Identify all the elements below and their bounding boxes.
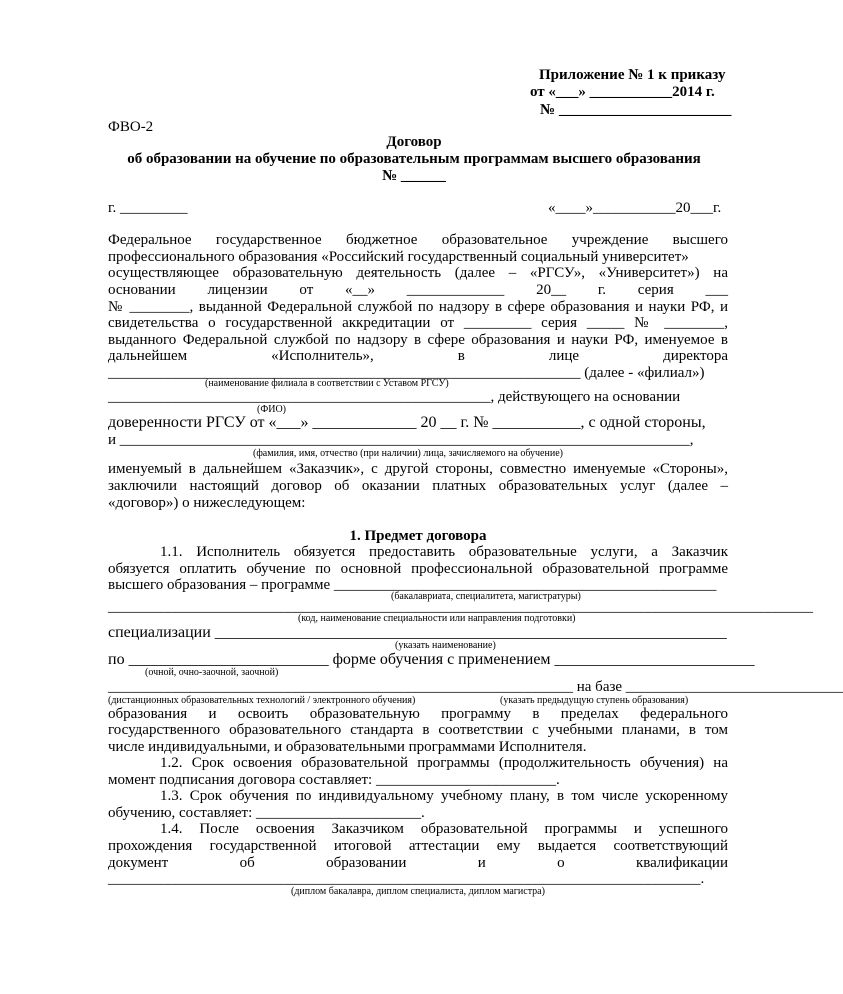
hint-branch: (наименование филиала в соответствии с Уставом РГСУ) (205, 378, 449, 389)
p11-end-line-2: государственного образовательного стандарта в соответствии с учебными планами, в том (108, 722, 728, 738)
p14-line-2: прохождения государственной итоговой аттестации ему выдается соответствующий (108, 838, 728, 854)
line-and: и ____________________________________________________________________________, (108, 432, 694, 448)
section-1-title: 1. Предмет договора (349, 528, 487, 544)
line-specialization: специализации ________________________________________________________________ (108, 624, 727, 641)
p12-line-1: 1.2. Срок освоения образовательной программы (продолжительность обучения) на (160, 755, 728, 771)
hint-tech: (дистанционных образовательных технологий / электронного обучения) (108, 695, 416, 706)
customer-line-1: именуемый в дальнейшем «Заказчик», с другой стороны, совместно именуемые «Стороны», (108, 461, 728, 477)
hint-level: (бакалавриата, специалитета, магистратуры) (391, 591, 581, 602)
customer-line-2: заключили настоящий договор об оказании платных образовательных услуг (далее – (108, 478, 728, 494)
line-proxy: доверенности РГСУ от «___» _____________ 20 __ г. № ___________, с одной стороны, (108, 414, 706, 431)
p13-line-2: обучению, составляет: ______________________. (108, 805, 425, 821)
p11-end-line-1: образования и освоить образовательную программу в пределах федерального (108, 706, 728, 722)
hint-form: (очной, очно-заочной, заочной) (145, 667, 279, 678)
intro-line-9: _______________________________________________________________ (далее - «филиал») (108, 365, 705, 381)
p13-line-1: 1.3. Срок обучения по индивидуальному учебному плану, в том числе ускоренному (160, 788, 728, 804)
hint-fio: (ФИО) (257, 404, 287, 415)
p11-line-3: высшего образования – программе ___________________________________________________ (108, 577, 717, 593)
customer-line-3: «договор») о нижеследующем: (108, 495, 306, 511)
p11-end-line-3: числе индивидуальными, и образовательными программами Исполнителя. (108, 739, 587, 755)
header-line-3: № _______________________ (540, 102, 732, 118)
intro-line-3: осуществляющее образовательную деятельность (далее – «РГСУ», «Университет») на (108, 265, 728, 281)
hint-diploma: (диплом бакалавра, диплом специалиста, диплом магистра) (291, 886, 545, 897)
line-acting: ___________________________________________________, действующего на основании (108, 389, 681, 405)
intro-line-7: выданного Федеральной службой по надзору в сфере образования и науки РФ, именуемое в (108, 332, 728, 348)
line-blank-code: ______________________________________________________________________________________________ (108, 599, 813, 615)
intro-line-5: № ________, выданной Федеральной службой по надзору в сфере образования и науки РФ, и (108, 299, 728, 315)
hint-spec: (указать наименование) (395, 640, 496, 651)
header-line-1: Приложение № 1 к приказу (539, 67, 726, 83)
hint-prev: (указать предыдущую ступень образования) (500, 695, 689, 706)
p14-line-1: 1.4. После освоения Заказчиком образовательной программы и успешного (160, 821, 728, 837)
form-code: ФВО-2 (108, 119, 154, 135)
intro-line-4: основании лицензии от «__» _____________ 20__ г. серия ___ (108, 282, 728, 298)
p12-line-2: момент подписания договора составляет: ________________________. (108, 772, 560, 788)
hint-student: (фамилия, имя, отчество (при наличии) лица, зачисляемого на обучение) (253, 448, 563, 459)
line-base: ______________________________________________________________ на базе _____________________________ (108, 679, 843, 695)
line-form: по _________________________ форме обучения с применением _________________________ (108, 651, 755, 668)
header-line-2: от «___» ___________2014 г. (530, 84, 715, 100)
p14-line-3: документ об образовании и о квалификации (108, 855, 728, 871)
intro-line-1: Федеральное государственное бюджетное образовательное учреждение высшего (108, 232, 728, 248)
hint-code: (код, наименование специальности или направления подготовки) (298, 613, 576, 624)
doc-title: Договор (386, 134, 442, 150)
intro-line-8: дальнейшем «Исполнитель», в лице директора (108, 348, 728, 364)
date-line: «____»___________20___г. (548, 200, 722, 216)
doc-subtitle: об образовании на обучение по образовательным программам высшего образования (127, 151, 701, 167)
intro-line-6: свидетельства о государственной аккредитации от _________ серия _____ № ________, (108, 315, 728, 331)
doc-number: № ______ (382, 168, 446, 184)
p11-line-1: 1.1. Исполнитель обязуется предоставить образовательные услуги, а Заказчик (160, 544, 728, 560)
intro-line-2: профессионального образования «Российский государственный социальный университет» (108, 249, 689, 265)
p11-line-2: обязуется оплатить обучение по основной профессиональной образовательной программе (108, 561, 728, 577)
p14-line-4: _______________________________________________________________________________. (108, 871, 705, 887)
place-line: г. _________ (108, 200, 188, 216)
